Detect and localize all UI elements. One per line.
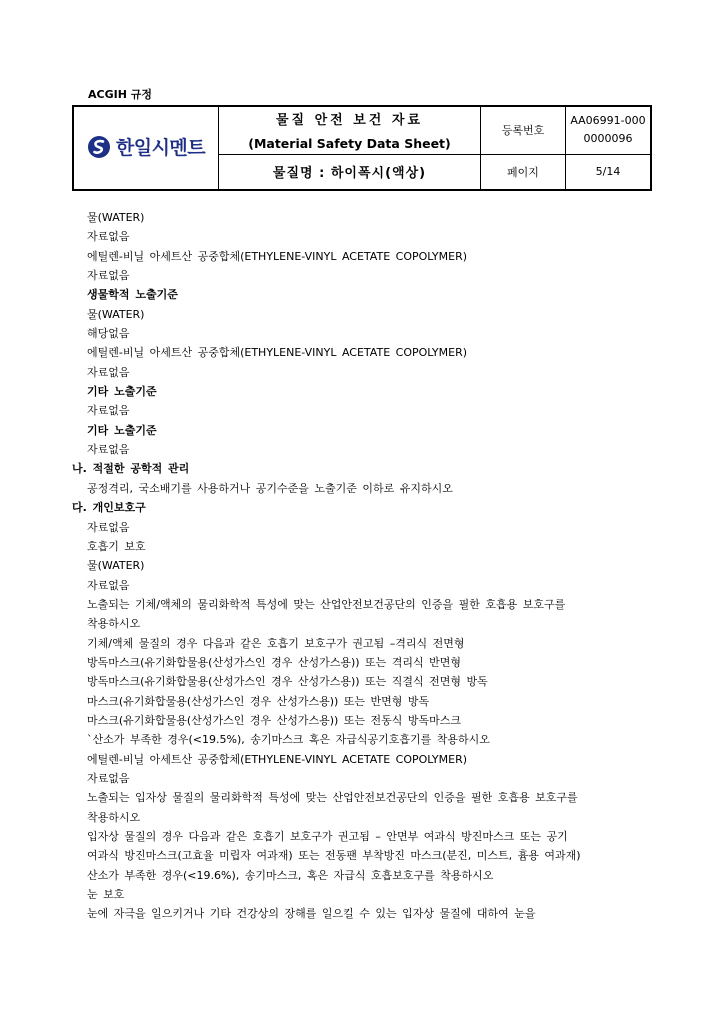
section-heading: 기타 노출기준: [87, 385, 157, 399]
section-heading: 기타 노출기준: [87, 423, 157, 437]
body-text-line: 물(WATER): [87, 559, 145, 573]
page-label: 페이지: [481, 154, 566, 190]
body-text-line: 자료없음: [87, 365, 130, 379]
msds-header-table: [72, 105, 652, 191]
body-text-line: 노출되는 기체/액체의 물리화학적 특성에 맞는 산업안전보건공단의 인증을 필한 호흡용 보호구를: [87, 597, 566, 611]
body-text-line: 에틸렌-비닐 아세트산 공중합체(ETHYLENE-VINYL ACETATE COPOLYMER): [87, 249, 468, 263]
body-text-line: 착용하시오: [87, 810, 141, 824]
body-text-line: 호흡기 보호: [87, 539, 146, 553]
body-text-line: 눈에 자극을 일으키거나 기타 건강상의 장해를 일으킬 수 있는 입자상 물질에 대하여 눈을: [87, 907, 536, 921]
section-heading: 생물학적 노출기준: [87, 288, 178, 302]
body-text-line: 마스크(유기화합물용(산성가스인 경우 산성가스용)) 또는 반면형 방독: [87, 694, 430, 708]
company-emblem-icon: [87, 135, 111, 159]
body-text-line: 기체/액체 물질의 경우 다음과 같은 호흡기 보호구가 권고됨 –격리식 전면형: [87, 636, 465, 650]
regulation-label: ACGIH 규정: [88, 88, 152, 101]
registration-number-line2: 0000096: [583, 132, 633, 146]
body-text-line: 방독마스크(유기화합물용(산성가스인 경우 산성가스용)) 또는 격리식 반면형: [87, 655, 462, 669]
body-text-line: 자료없음: [87, 520, 130, 534]
body-text-line: 자료없음: [87, 230, 130, 244]
title-cell: [219, 106, 481, 154]
body-text-line: 해당없음: [87, 327, 130, 341]
body-text-line: 물(WATER): [87, 307, 145, 321]
body-text-line: 자료없음: [87, 771, 130, 785]
body-text-line: 자료없음: [87, 404, 130, 418]
body-text-line: 산소가 부족한 경우(<19.6%), 송기마스크, 혹은 자급식 호흡보호구를 착용하시오: [87, 868, 494, 882]
body-text-line: `산소가 부족한 경우(<19.5%), 송기마스크 혹은 자급식공기호흡기를 착용하시오: [87, 733, 490, 747]
body-text-line: 공정격리, 국소배기를 사용하거나 공기수준을 노출기준 이하로 유지하시오: [87, 481, 453, 495]
title-korean: 물질 안전 보건 자료: [275, 113, 424, 129]
body-text-line: 자료없음: [87, 578, 130, 592]
title-english: (Material Safety Data Sheet): [248, 136, 451, 152]
page-number: 5/14: [566, 154, 652, 190]
body-text-line: 물(WATER): [87, 211, 145, 224]
body-text-line: 여과식 방진마스크(고효율 미립자 여과재) 또는 전동팬 부착방진 마스크(분진, 미스트, 흄용 여과재): [87, 849, 581, 863]
section-heading: 나. 적절한 공학적 관리: [72, 462, 190, 476]
body-text-line: 자료없음: [87, 443, 130, 457]
registration-number: [566, 106, 652, 154]
document-body: [72, 208, 672, 924]
body-text-line: 입자상 물질의 경우 다음과 같은 호흡기 보호구가 권고됨 – 안면부 여과식 방진마스크 또는 공기: [87, 830, 568, 843]
registration-number-label: 등록번호: [481, 106, 566, 154]
body-text-line: 눈 보호: [87, 888, 125, 902]
company-name: 한일시멘트: [115, 137, 206, 160]
body-text-line: 자료없음: [87, 269, 130, 283]
body-text-line: 방독마스크(유기화합물용(산성가스인 경우 산성가스용)) 또는 직결식 전면형 방독: [87, 675, 488, 689]
body-text-line: 착용하시오: [87, 617, 141, 631]
body-text-line: 에틸렌-비닐 아세트산 공중합체(ETHYLENE-VINYL ACETATE COPOLYMER): [87, 346, 468, 360]
company-logo: [73, 106, 219, 190]
body-text-line: 에틸렌-비닐 아세트산 공중합체(ETHYLENE-VINYL ACETATE COPOLYMER): [87, 752, 468, 766]
body-text-line: 마스크(유기화합물용(산성가스인 경우 산성가스용)) 또는 전동식 방독마스크: [87, 713, 462, 727]
body-text-line: 노출되는 입자상 물질의 물리화학적 특성에 맞는 산업안전보건공단의 인증을 필한 호흡용 보호구를: [87, 791, 578, 805]
registration-number-line1: AA06991-000: [570, 114, 646, 128]
section-heading: 다. 개인보호구: [72, 501, 146, 515]
material-name: 물질명 : 하이폭시(액상): [219, 154, 481, 190]
